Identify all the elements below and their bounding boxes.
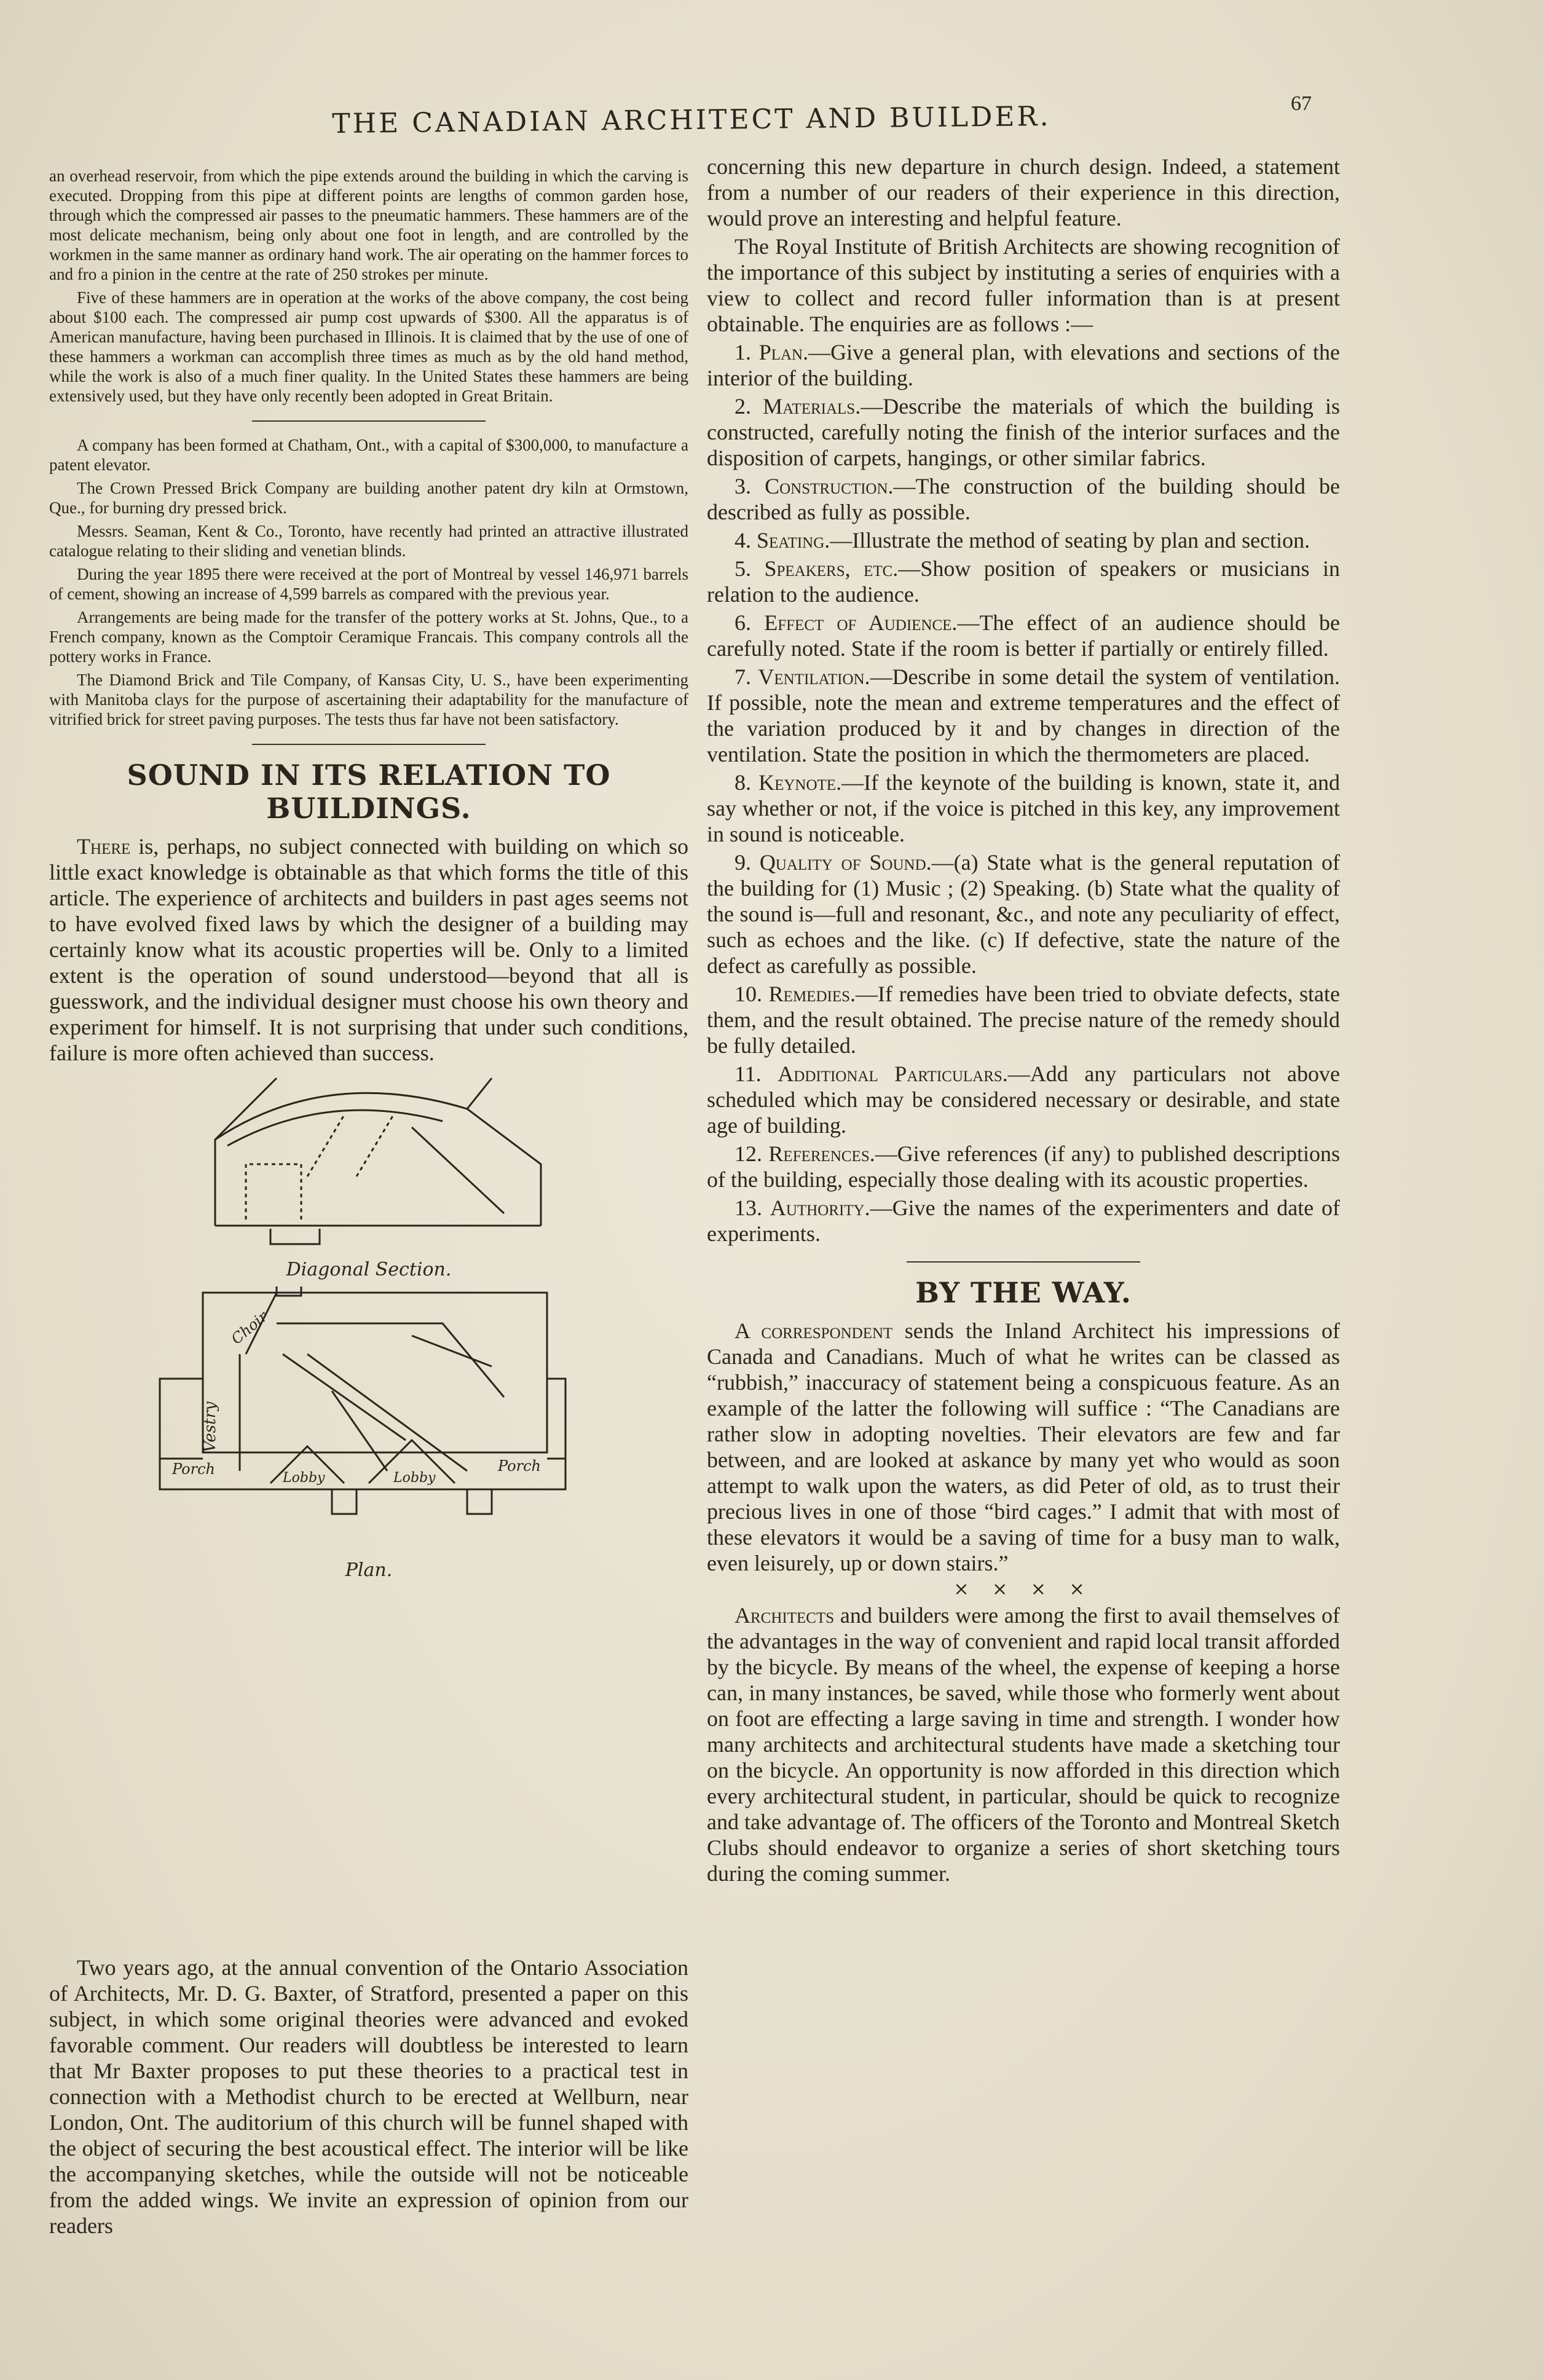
running-title: THE CANADIAN ARCHITECT AND BUILDER.	[332, 100, 1051, 140]
enquiry-item: 4. Seating.—Illustrate the method of seating by plan and section.	[735, 528, 1310, 553]
left-column	[49, 166, 688, 1586]
by-the-way-lead-1: A correspondent	[735, 1318, 893, 1343]
by-the-way-lead-2: Architects	[735, 1603, 835, 1628]
sound-article	[49, 833, 688, 1066]
enquiry-item: 5. Speakers, etc.—Show position of speakers or musicians in relation to the audience.	[707, 556, 1341, 607]
plan-caption: Plan.	[345, 1559, 393, 1581]
plan-label-choir: Choir	[227, 1307, 271, 1348]
news-item: Arrangements are being made for the transfer of the pottery works at St. Johns, Que., to a French company, known as the Comptoir Ceramique Francais. This company controls all the pottery works in France.	[49, 608, 688, 666]
hammers-paragraph-2: Five of these hammers are in operation at the works of the above company, the cost being about $100 each. The compressed air pump cost upwards of $300. All the apparatus is of American manufacture, having been purchased in Illinois. It is claimed that by the use of one of these hammers a workman can accomplish three times as much as by the old hand method, while the work is also of a much finer quality. In the United States these hammers are being extensively used, but they have only recently been adopted in Great Britain.	[49, 288, 688, 405]
news-item: Messrs. Seaman, Kent & Co., Toronto, have recently had printed an attractive illustrated catalogue relating to their sliding and venetian blinds.	[49, 522, 688, 560]
plan-drawing	[123, 1287, 615, 1557]
diagonal-section-drawing	[123, 1072, 615, 1256]
right-column	[707, 154, 1340, 1889]
sound-paragraph-1	[49, 833, 688, 1066]
plan-label-vestry: Vestry	[201, 1401, 219, 1452]
divider	[252, 744, 486, 745]
enquiry-item: 9. Quality of Sound.—(a) State what is the general reputation of the building for (1) Music ; (2) Speaking. (b) State what the quality of the sound is—full and resonant, &c., and note any peculiarity of effect, such as echoes and the like. (c) If defective, state the nature of the defect as carefully as possible.	[707, 850, 1341, 978]
enquiry-item: 12. References.—Give references (if any) to published descriptions of the building, especially those dealing with its acoustic properties.	[707, 1141, 1340, 1192]
riba-paragraph: The Royal Institute of British Architects are showing recognition of the importance of this subject by instituting a series of enquiries with a view to collect and record fuller information than is at present obtainable. The enquiries are as follows :—	[707, 234, 1340, 336]
by-the-way-heading: BY THE WAY.	[915, 1276, 1132, 1309]
enquiry-item: 10. Remedies.—If remedies have been tried to obviate defects, state them, and the result obtained. The precise nature of the remedy should be fully detailed.	[707, 982, 1341, 1058]
divider	[907, 1261, 1140, 1263]
baxter-paragraph: Two years ago, at the annual convention of the Ontario Association of Architects, Mr. D. G. Baxter, of Stratford, presented a paper on this subject, in which some original theories were advanced and evoked favorable comment. Our readers will doubtless be interested to learn that Mr Baxter proposes to put these theories to a practical test in connection with a Methodist church to be erected at Wellburn, near London, Ont. The auditorium of this church will be funnel shaped with the object of securing the best acoustical effect. The interior will be like the accompanying sketches, while the outside will not be noticeable from the added wings. We invite an expression of opinion from our readers	[49, 1955, 688, 2238]
plan-label-lobby-left: Lobby	[283, 1470, 325, 1486]
enquiry-item: 7. Ventilation.—Describe in some detail the system of ventilation. If possible, note the mean and extreme temperatures and the effect of the variation produced by it and by changes in direction of the ventilation. State the position in which the thermometers are placed.	[707, 664, 1340, 766]
enquiry-item: 1. Plan.—Give a general plan, with elevations and sections of the interior of the building.	[707, 340, 1340, 390]
enquiry-item: 2. Materials.—Describe the materials of which the building is constructed, carefully noting the finish of the interior surfaces and the disposition of carpets, hangings, or other similar fabrics.	[707, 394, 1340, 470]
enquiry-item: 3. Construction.—The construction of the building should be described as fully as possible.	[707, 474, 1340, 524]
enquiry-item: 8. Keynote.—If the keynote of the building is known, state it, and say whether or not, if the voice is pitched in this key, any improvement in sound is noticeable.	[707, 770, 1340, 846]
page-number: 67	[1291, 92, 1312, 115]
news-item: The Diamond Brick and Tile Company, of Kansas City, U. S., have been experimenting with Manitoba clays for the purpose of ascertaining their adaptability for the manufacture of vitrified brick for street paving purposes. The tests thus far have not been satisfactory.	[49, 671, 688, 728]
plan-label-porch-right: Porch	[498, 1457, 541, 1475]
hammers-paragraph-1: an overhead reservoir, from which the pipe extends around the building in which the carving is executed. Dropping from this pipe at different points are lengths of common garden hose, through which the compressed air passes to the pneumatic hammers. These hammers are of the most delicate mechanism, being only about one foot in length, and are controlled by the workmen in the same manner as ordinary hand work. The air operating on the hammer forces to and fro a pinion in the centre at the rate of 250 strokes per minute.	[49, 167, 688, 283]
sound-heading: SOUND IN ITS RELATION TO BUILDINGS.	[127, 759, 611, 825]
enquiries-list	[707, 339, 1340, 1247]
by-the-way-paragraph-2: Architects and builders were among the first to avail themselves of the advantages in the way of convenient and rapid local transit afforded by the bicycle. By means of the wheel, the expense of keeping a horse can, in many instances, be saved, while those who formerly went about on foot are effecting a large saving in time and strength. I wonder how many architects and architectural students have made a sketching tour on the bicycle. An opportunity is now afforded in this direction which every architectural student, in particular, should be quick to recognize and take advantage of. The officers of the Toronto and Montreal Sketch Clubs should endeavor to organize a series of short sketching tours during the coming summer.	[707, 1603, 1340, 1886]
news-item: During the year 1895 there were received at the port of Montreal by vessel 146,971 barrels of cement, showing an increase of 4,599 barrels as compared with the previous year.	[49, 565, 688, 603]
baxter-article	[49, 1955, 688, 2241]
enquiry-item: 13. Authority.—Give the names of the experimenters and date of experiments.	[707, 1196, 1341, 1246]
divider	[252, 420, 486, 422]
continuation-paragraph: concerning this new departure in church design. Indeed, a statement from a number of our readers of their experience in this direction, would prove an interesting and helpful feature.	[707, 154, 1340, 231]
by-the-way-paragraph-1: A correspondent sends the Inland Architect his impressions of Canada and Canadians. Much of what he writes can be classed as “rubbish,” inaccuracy of statement being a conspicuous feature. As an example of the latter the following will suffice : “The Canadians are rather slow in adopting novelties. Their elevators are few and far between, and are looked at askance by many yet who would as soon attempt to walk upon the waters, as did Peter of old, as to trust their precious lives in one of those “bird cages.” I admit that with most of these elevators it would be a saving of time for a busy man to walk, even leisurely, up or down stairs.”	[707, 1318, 1340, 1575]
enquiry-item: 11. Additional Particulars.—Add any particulars not above scheduled which may be considered necessary or desirable, and state age of building.	[707, 1062, 1340, 1138]
diagonal-section-caption: Diagonal Section.	[286, 1259, 452, 1280]
plan-label-lobby-right: Lobby	[393, 1470, 436, 1486]
plan-figure	[123, 1287, 615, 1581]
sound-lead-word: There	[77, 834, 131, 859]
hammers-article	[49, 166, 688, 406]
news-items	[49, 435, 688, 729]
news-item: A company has been formed at Chatham, Ont., with a capital of $300,000, to manufacture a patent elevator.	[49, 436, 688, 474]
news-item: The Crown Pressed Brick Company are building another patent dry kiln at Ormstown, Que., for burning dry pressed brick.	[49, 479, 688, 517]
diagonal-section-figure	[123, 1072, 615, 1280]
enquiry-item: 6. Effect of Audience.—The effect of an audience should be carefully noted. State if the room is better if partially or entirely filled.	[707, 610, 1341, 661]
section-break-stars: × × × ×	[953, 1578, 1093, 1600]
sound-paragraph-1-text: is, perhaps, no subject connected with building on which so little exact knowledge is obtainable as that which forms the title of this article. The experience of architects and builders in past ages seems not to have evolved fixed laws by which the designer of a building may certainly know what its acoustic properties will be. Only to a limited extent is the operation of sound understood—beyond that all is guesswork, and the individual designer must choose his own theory and experiment for himself. It is not surprising that under such conditions, failure is more often achieved than success.	[49, 834, 688, 1065]
plan-label-porch-left: Porch	[172, 1460, 215, 1478]
